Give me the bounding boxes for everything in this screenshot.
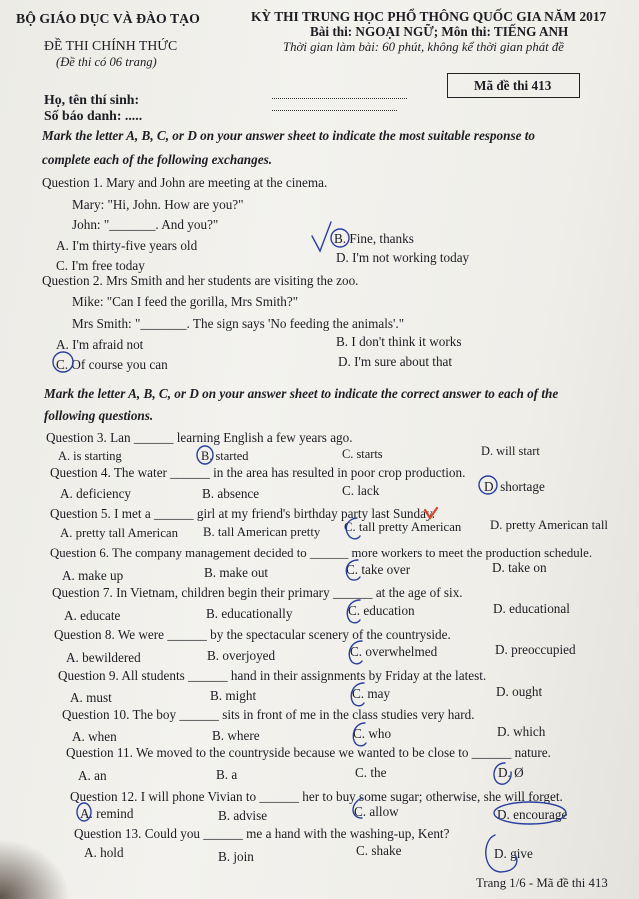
- q1-option-a[interactable]: A. I'm thirty-five years old: [56, 238, 198, 253]
- q1-option-d[interactable]: D. I'm not working today: [336, 250, 470, 265]
- q6-option-b[interactable]: B. make out: [204, 565, 269, 580]
- question-6: Question 6. The company management decided to ______ more workers to meet the production schedule.: [50, 546, 593, 560]
- q3-option-d[interactable]: D. will start: [481, 444, 540, 458]
- q10-option-b[interactable]: B. where: [212, 728, 260, 743]
- q1-option-c[interactable]: C. I'm free today: [56, 258, 145, 273]
- question-5: Question 5. I met a ______ girl at my friend's birthday party last Sunday.: [50, 506, 435, 521]
- question-3: Question 3. Lan ______ learning English a few years ago.: [46, 430, 353, 445]
- q2-dialogue-smith: Mrs Smith: "_______. The sign says 'No feeding the animals'.": [72, 316, 405, 331]
- q13-option-b[interactable]: B. join: [218, 849, 254, 864]
- q1-option-b[interactable]: B. Fine, thanks: [334, 231, 414, 246]
- question-4: Question 4. The water ______ in the area has resulted in poor crop production.: [50, 465, 466, 480]
- q5-option-b[interactable]: B. tall American pretty: [203, 525, 321, 539]
- q10-option-c[interactable]: C. who: [353, 726, 392, 741]
- q5-option-d[interactable]: D. pretty American tall: [490, 518, 608, 532]
- q12-option-b[interactable]: B. advise: [218, 808, 268, 823]
- q13-option-a[interactable]: A. hold: [84, 845, 124, 860]
- name-label: Họ, tên thí sinh:: [44, 92, 140, 107]
- q7-option-d[interactable]: D. educational: [493, 601, 570, 616]
- q7-option-b[interactable]: B. educationally: [206, 606, 293, 621]
- q9-option-b[interactable]: B. might: [210, 688, 257, 703]
- q1-dialogue-mary: Mary: "Hi, John. How are you?": [72, 197, 244, 212]
- official-label: ĐỀ THI CHÍNH THỨC: [44, 38, 178, 53]
- q5-option-a[interactable]: A. pretty tall American: [60, 526, 178, 540]
- exam-time: Thời gian làm bài: 60 phút, không kể thời gian phát đề: [283, 40, 564, 54]
- q9-option-c[interactable]: C. may: [352, 686, 391, 701]
- page-footer: Trang 1/6 - Mã đề thi 413: [476, 876, 608, 890]
- q2-option-d[interactable]: D. I'm sure about that: [338, 354, 453, 369]
- question-11: Question 11. We moved to the countryside because we wanted to be close to ______ nature.: [66, 745, 551, 760]
- q10-option-d[interactable]: D. which: [497, 724, 546, 739]
- q12-option-a[interactable]: A. remind: [80, 806, 134, 821]
- q9-option-a[interactable]: A. must: [70, 690, 112, 705]
- q6-option-d[interactable]: D. take on: [492, 560, 547, 575]
- q8-option-b[interactable]: B. overjoyed: [207, 648, 276, 663]
- ministry-name: BỘ GIÁO DỤC VÀ ĐÀO TẠO: [16, 11, 200, 26]
- q6-option-c[interactable]: C. take over: [346, 562, 411, 577]
- q5-option-c[interactable]: C. tall pretty American: [344, 520, 462, 534]
- q11-option-d[interactable]: D. Ø: [498, 765, 524, 780]
- q4-option-d[interactable]: D. shortage: [484, 479, 545, 494]
- question-12: Question 12. I will phone Vivian to ______ her to buy some sugar; otherwise, she will forget.: [70, 789, 563, 804]
- q11-option-a[interactable]: A. an: [78, 768, 107, 783]
- q3-option-c[interactable]: C. starts: [342, 447, 383, 461]
- q2-option-c[interactable]: C. Of course you can: [56, 357, 168, 372]
- q8-option-c[interactable]: C. overwhelmed: [350, 644, 438, 659]
- q7-option-a[interactable]: A. educate: [64, 608, 121, 623]
- question-7: Question 7. In Vietnam, children begin their primary ______ at the age of six.: [52, 585, 463, 600]
- q2-option-b[interactable]: B. I don't think it works: [336, 334, 462, 349]
- q7-option-c[interactable]: C. education: [348, 603, 415, 618]
- q1-dialogue-john: John: "_______. And you?": [72, 217, 219, 232]
- q13-option-c[interactable]: C. shake: [356, 843, 402, 858]
- q3-option-a[interactable]: A. is starting: [58, 449, 122, 463]
- exam-code: Mã đề thi 413: [474, 78, 552, 93]
- q8-option-d[interactable]: D. preoccupied: [495, 642, 576, 657]
- question-10: Question 10. The boy ______ sits in front of me in the class studies very hard.: [62, 707, 475, 722]
- exam-title: KỲ THI TRUNG HỌC PHỔ THÔNG QUỐC GIA NĂM 2017: [251, 9, 607, 24]
- q4-option-b[interactable]: B. absence: [202, 486, 260, 501]
- finger-shadow: [0, 839, 70, 899]
- q10-option-a[interactable]: A. when: [72, 729, 117, 744]
- q12-option-c[interactable]: C. allow: [354, 804, 399, 819]
- checkmark-icon: [312, 222, 331, 251]
- q8-option-a[interactable]: A. bewildered: [66, 650, 141, 665]
- q4-option-c[interactable]: C. lack: [342, 483, 380, 498]
- q2-dialogue-mike: Mike: "Can I feed the gorilla, Mrs Smith?": [72, 294, 299, 309]
- q11-option-b[interactable]: B. a: [216, 767, 238, 782]
- q2-option-a[interactable]: A. I'm afraid not: [56, 337, 144, 352]
- exam-subject: Bài thi: NGOẠI NGỮ; Môn thi: TIẾNG ANH: [310, 24, 569, 39]
- question-9: Question 9. All students ______ hand in their assignments by Friday at the latest.: [58, 668, 487, 683]
- q11-option-c[interactable]: C. the: [355, 765, 387, 780]
- q3-option-b[interactable]: B. started: [201, 449, 249, 463]
- id-field-line[interactable]: [272, 110, 397, 111]
- page-count: (Đề thi có 06 trang): [56, 55, 157, 69]
- question-1: Question 1. Mary and John are meeting at the cinema.: [42, 175, 328, 190]
- q13-option-d[interactable]: D. give: [494, 846, 533, 861]
- question-13: Question 13. Could you ______ me a hand with the washing-up, Kent?: [74, 826, 450, 841]
- question-2: Question 2. Mrs Smith and her students are visiting the zoo.: [42, 273, 359, 288]
- section1-instruction: Mark the letter A, B, C, or D on your answer sheet to indicate the most suitable response to: [42, 128, 535, 143]
- section1-instruction-cont: complete each of the following exchanges.: [42, 152, 273, 167]
- name-field-line[interactable]: [272, 98, 407, 99]
- section2-instruction-cont: following questions.: [44, 408, 154, 423]
- id-label: Số báo danh: .....: [44, 108, 143, 123]
- q4-option-a[interactable]: A. deficiency: [60, 486, 132, 501]
- q6-option-a[interactable]: A. make up: [62, 568, 124, 583]
- section2-instruction: Mark the letter A, B, C, or D on your answer sheet to indicate the correct answer to each of the: [44, 386, 559, 401]
- q9-option-d[interactable]: D. ought: [496, 684, 543, 699]
- question-8: Question 8. We were ______ by the spectacular scenery of the countryside.: [54, 627, 451, 642]
- q12-option-d[interactable]: D. encourage: [497, 807, 568, 822]
